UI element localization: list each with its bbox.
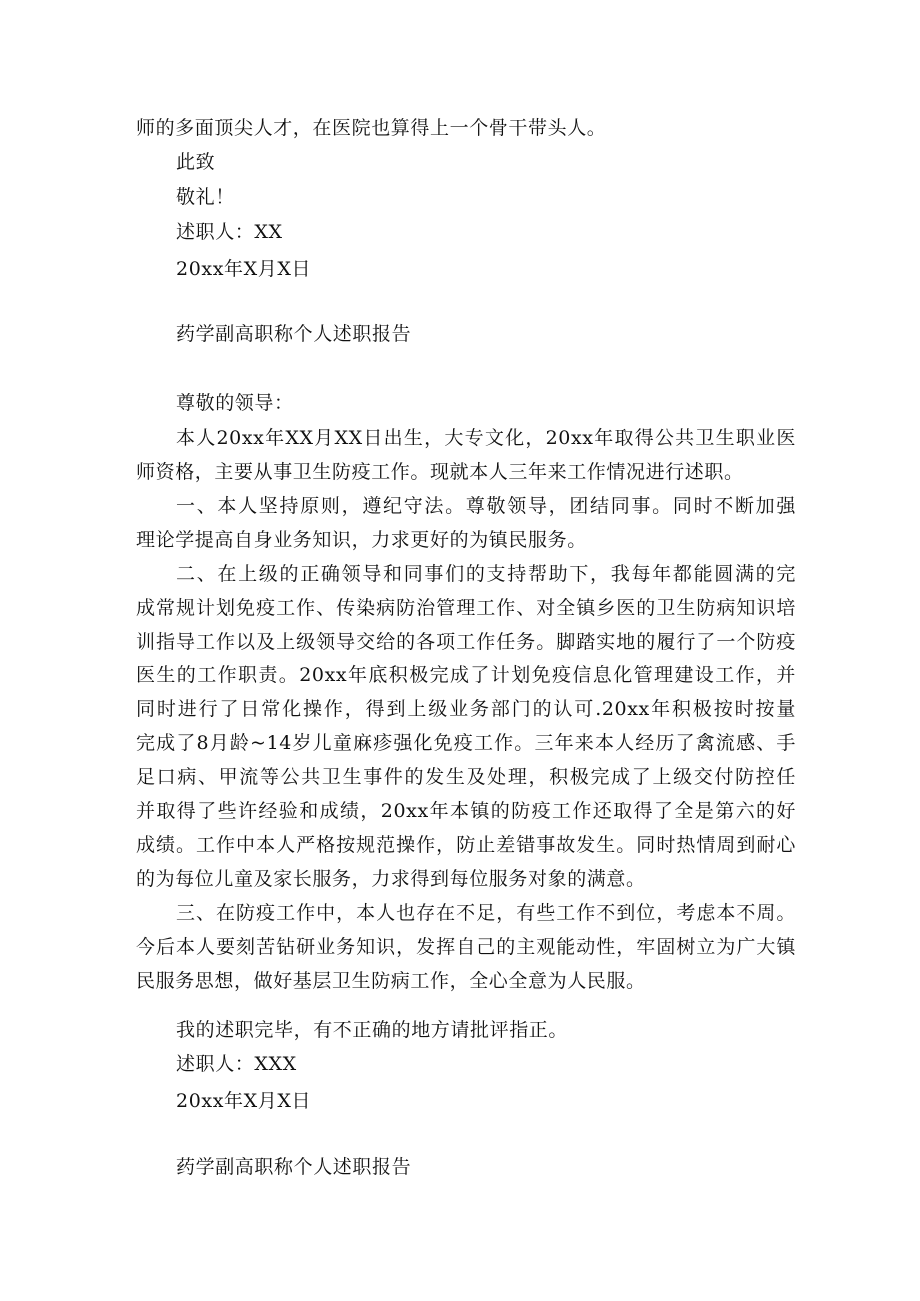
report-title: 药学副高职称个人述职报告 — [176, 1156, 412, 1178]
report-title: 药学副高职称个人述职报告 — [176, 323, 412, 345]
closing-text: 此致 — [176, 151, 216, 173]
body-text-line: 成绩。工作中本人严格按规范操作，防止差错事故发生。同时热情周到耐心 — [136, 834, 796, 856]
body-text-line: 民服务思想，做好基层卫生防病工作，全心全意为人民服。 — [136, 970, 646, 992]
body-text-line: 足口病、甲流等公共卫生事件的发生及处理，积极完成了上级交付防控任 — [136, 766, 796, 788]
body-text-line: 并取得了些许经验和成绩，20xx年本镇的防疫工作还取得了全是第六的好 — [136, 800, 796, 822]
body-text-line: 的为每位儿童及家长服务，力求得到每位服务对象的满意。 — [136, 868, 646, 890]
body-text-line: 师资格，主要从事卫生防疫工作。现就本人三年来工作情况进行述职。 — [136, 461, 744, 483]
body-text-line: 三、在防疫工作中，本人也存在不足，有些工作不到位，考虑本不周。 — [176, 902, 796, 924]
body-text-line: 理论学提高自身业务知识，力求更好的为镇民服务。 — [136, 529, 587, 551]
body-text-line: 成常规计划免疫工作、传染病防治管理工作、对全镇乡医的卫生防病知识培 — [136, 597, 796, 619]
body-text-line: 本人20xx年XX月XX日出生，大专文化，20xx年取得公共卫生职业医 — [176, 427, 796, 449]
greeting-text: 尊敬的领导： — [176, 392, 294, 414]
body-text-line: 训指导工作以及上级领导交给的各项工作任务。脚踏实地的履行了一个防疫 — [136, 631, 796, 653]
signer-text: 述职人：XX — [176, 221, 283, 243]
body-text-line: 一、本人坚持原则，遵纪守法。尊敬领导，团结同事。同时不断加强 — [176, 495, 796, 517]
body-text-line: 完成了8月龄~14岁儿童麻疹强化免疫工作。三年来本人经历了禽流感、手 — [136, 732, 796, 754]
body-text-line: 今后本人要刻苦钻研业务知识，发挥自己的主观能动性，牢固树立为广大镇 — [136, 936, 796, 958]
salute-text: 敬礼！ — [176, 186, 235, 208]
body-text-line: 师的多面顶尖人才，在医院也算得上一个骨干带头人。 — [136, 117, 607, 139]
date-text: 20xx年X月X日 — [176, 1090, 312, 1112]
body-text-line: 同时进行了日常化操作，得到上级业务部门的认可.20xx年积极按时按量 — [136, 698, 796, 720]
date-text: 20xx年X月X日 — [176, 258, 312, 280]
body-text-line: 二、在上级的正确领导和同事们的支持帮助下，我每年都能圆满的完 — [176, 563, 796, 585]
ending-text: 我的述职完毕，有不正确的地方请批评指正。 — [176, 1019, 569, 1041]
body-text-line: 医生的工作职责。20xx年底积极完成了计划免疫信息化管理建设工作，并 — [136, 664, 796, 686]
signer-text: 述职人：XXX — [176, 1053, 297, 1075]
